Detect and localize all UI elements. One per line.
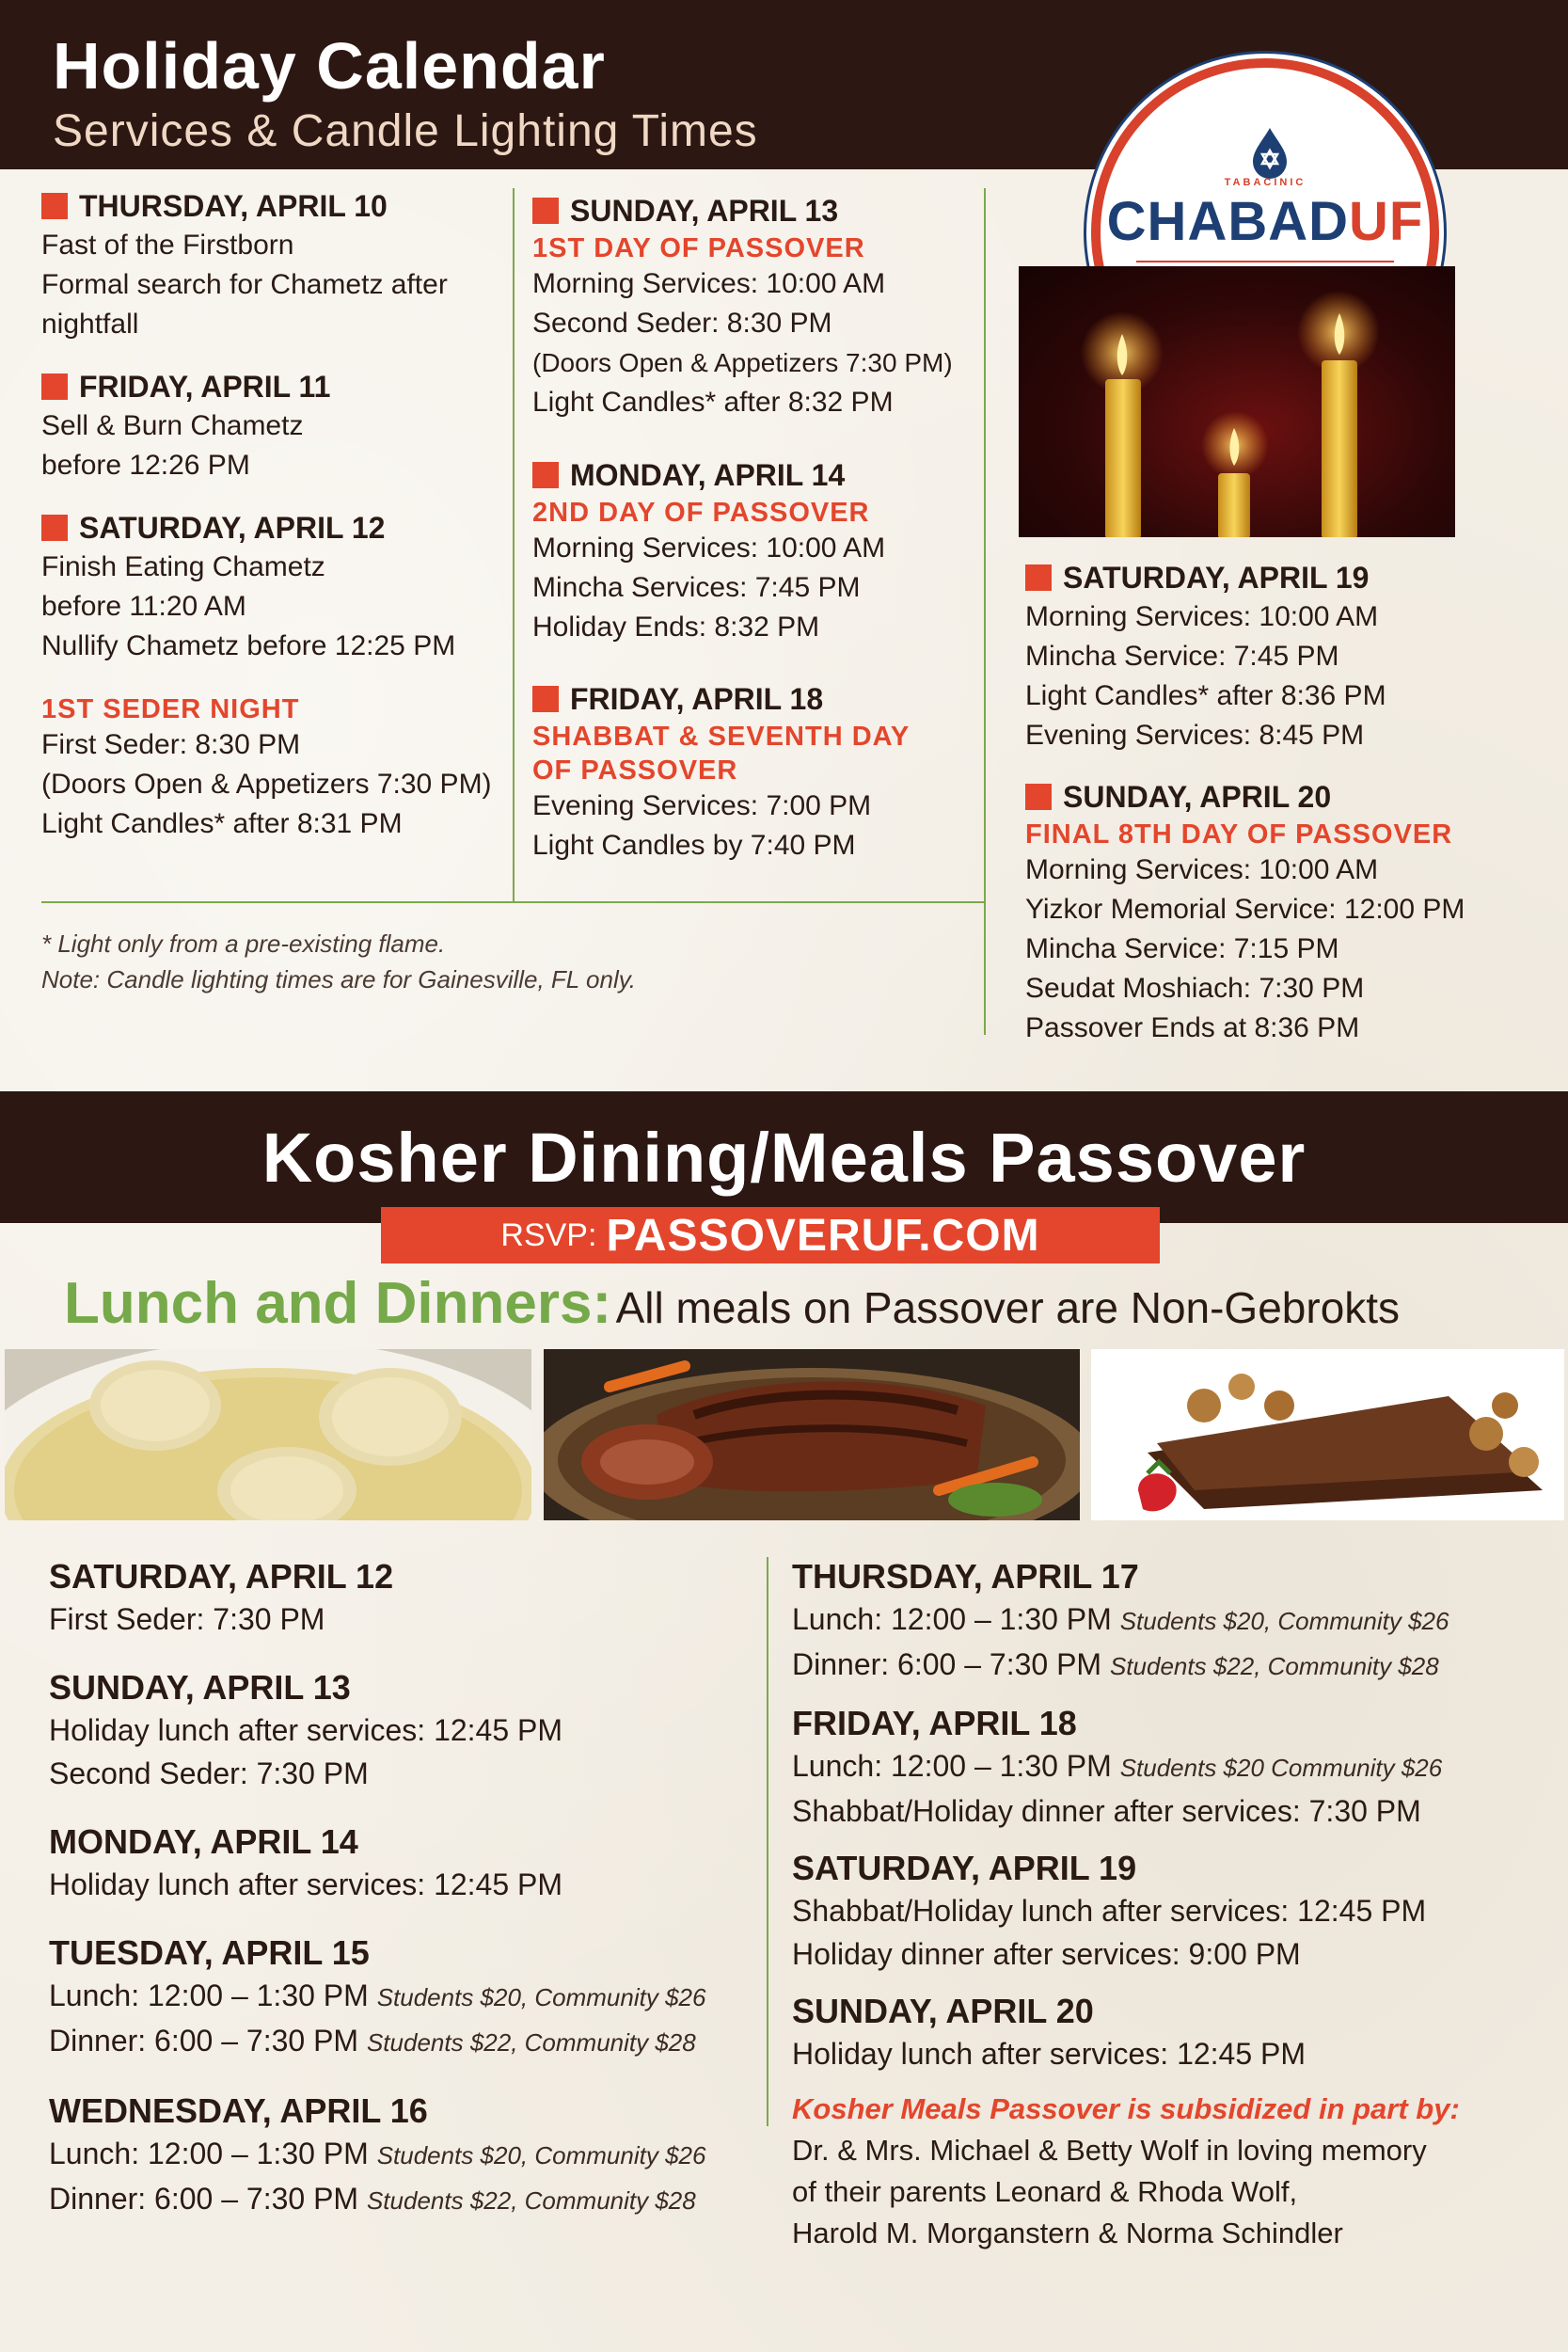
cal-line: Morning Services: 10:00 AM bbox=[1025, 601, 1379, 632]
logo-name-accent: UF bbox=[1349, 191, 1424, 252]
meal-price: Students $22, Community $28 bbox=[1109, 1652, 1439, 1680]
meal-line: Shabbat/Holiday dinner after services: 7:30 PM bbox=[792, 1794, 1421, 1828]
cal-day-heading: SUNDAY, APRIL 13 bbox=[532, 191, 953, 230]
meal-day-block bbox=[792, 1991, 1460, 2075]
cal-day-heading: FRIDAY, APRIL 11 bbox=[41, 367, 330, 406]
cal-line: Morning Services: 10:00 AM bbox=[1025, 854, 1379, 885]
meal-line: Lunch: 12:00 – 1:30 PM Students $20, Community $26 bbox=[792, 1602, 1449, 1636]
meal-line: First Seder: 7:30 PM bbox=[49, 1602, 325, 1636]
meal-day-block bbox=[49, 1667, 705, 1795]
bullet-square-icon bbox=[41, 515, 68, 541]
logo-small-text: TABACINIC bbox=[1224, 177, 1307, 188]
cal-day-heading: SATURDAY, APRIL 12 bbox=[41, 508, 455, 548]
cal-subheading: OF PASSOVER bbox=[532, 755, 738, 786]
cal-sunday-april-20 bbox=[1025, 777, 1465, 1048]
meal-price: Students $22, Community $28 bbox=[366, 2028, 696, 2057]
cal-subheading: 1ST DAY OF PASSOVER bbox=[532, 233, 865, 263]
meal-day-heading: TUESDAY, APRIL 15 bbox=[49, 1933, 370, 1972]
cal-thursday-april-10 bbox=[41, 186, 448, 344]
cal-line: Evening Services: 7:00 PM bbox=[532, 790, 872, 821]
logo-name-main: CHABAD bbox=[1106, 191, 1349, 252]
page-title: Holiday Calendar bbox=[53, 29, 606, 103]
flame-drop-icon bbox=[1249, 126, 1291, 179]
cal-line: Passover Ends at 8:36 PM bbox=[1025, 1012, 1360, 1043]
page-subtitle: Services & Candle Lighting Times bbox=[53, 106, 758, 156]
lunch-heading-note: All meals on Passover are Non-Gebrokts bbox=[615, 1283, 1401, 1332]
meal-day-heading: THURSDAY, APRIL 17 bbox=[792, 1557, 1139, 1596]
cal-line: Evening Services: 8:45 PM bbox=[1025, 720, 1365, 751]
meal-line: Lunch: 12:00 – 1:30 PM Students $20, Community $26 bbox=[49, 1979, 706, 2012]
meal-day-block bbox=[792, 1848, 1460, 1976]
meal-day-heading: SATURDAY, APRIL 19 bbox=[792, 1849, 1137, 1887]
cal-line: Sell & Burn Chametz bbox=[41, 410, 304, 441]
meal-day-heading: SUNDAY, APRIL 13 bbox=[49, 1668, 351, 1707]
cal-line: Second Seder: 8:30 PM bbox=[532, 308, 832, 339]
meal-day-heading: SUNDAY, APRIL 20 bbox=[792, 1992, 1094, 2030]
column-divider bbox=[984, 188, 986, 1035]
soup-illustration bbox=[5, 1349, 531, 1520]
meal-price: Students $20 Community $26 bbox=[1119, 1754, 1443, 1782]
cal-line: Light Candles* after 8:32 PM bbox=[532, 387, 894, 418]
meal-day-block bbox=[792, 1703, 1460, 1833]
sponsor-line: Harold M. Morganstern & Norma Schindler bbox=[792, 2217, 1343, 2249]
meals-column-divider bbox=[767, 1557, 768, 2126]
logo-rule bbox=[1136, 261, 1394, 262]
meal-line: Second Seder: 7:30 PM bbox=[49, 1756, 369, 1790]
meal-price: Students $20, Community $26 bbox=[1119, 1607, 1449, 1635]
brisket-photo bbox=[544, 1349, 1080, 1520]
cal-line: Seudat Moshiach: 7:30 PM bbox=[1025, 973, 1365, 1004]
cal-line: Yizkor Memorial Service: 12:00 PM bbox=[1025, 894, 1465, 925]
dessert-illustration bbox=[1091, 1349, 1564, 1520]
cal-line: Mincha Service: 7:45 PM bbox=[1025, 641, 1339, 672]
meal-price: Students $20, Community $26 bbox=[376, 2141, 706, 2169]
cal-line: (Doors Open & Appetizers 7:30 PM) bbox=[41, 769, 492, 800]
section-divider bbox=[41, 901, 986, 903]
cal-line: Light Candles by 7:40 PM bbox=[532, 830, 856, 861]
rsvp-link[interactable]: PASSOVERUF.COM bbox=[606, 1210, 1040, 1261]
cal-line: Morning Services: 10:00 AM bbox=[532, 268, 886, 299]
cal-sunday-april-13 bbox=[532, 191, 953, 422]
cal-line: Light Candles* after 8:36 PM bbox=[1025, 680, 1386, 711]
cal-day-heading: SUNDAY, APRIL 20 bbox=[1025, 777, 1465, 817]
meal-day-heading: WEDNESDAY, APRIL 16 bbox=[49, 2091, 428, 2130]
meal-day-heading: SATURDAY, APRIL 12 bbox=[49, 1557, 394, 1596]
column-divider bbox=[513, 188, 515, 901]
cal-line: Fast of the Firstborn bbox=[41, 230, 294, 261]
meal-line: Dinner: 6:00 – 7:30 PM Students $22, Community $28 bbox=[49, 2024, 696, 2058]
cal-line: Mincha Service: 7:15 PM bbox=[1025, 933, 1339, 964]
sponsor-block bbox=[792, 2089, 1460, 2254]
matzo-ball-soup-photo bbox=[5, 1349, 531, 1520]
cal-subheading: FINAL 8TH DAY OF PASSOVER bbox=[1025, 819, 1453, 850]
cal-line: Holiday Ends: 8:32 PM bbox=[532, 612, 820, 643]
cal-line: Light Candles* after 8:31 PM bbox=[41, 808, 403, 839]
cal-line: Mincha Services: 7:45 PM bbox=[532, 572, 861, 603]
cal-line: Nullify Chametz before 12:25 PM bbox=[41, 630, 456, 661]
dining-title: Kosher Dining/Meals Passover bbox=[261, 1119, 1307, 1197]
footnote-line: * Light only from a pre-existing flame. bbox=[41, 930, 446, 958]
meal-line: Holiday lunch after services: 12:45 PM bbox=[49, 1867, 563, 1901]
meals-left-column bbox=[49, 1556, 705, 2222]
meal-line: Holiday lunch after services: 12:45 PM bbox=[792, 2037, 1307, 2071]
bullet-square-icon bbox=[41, 373, 68, 400]
bullet-square-icon bbox=[532, 198, 559, 224]
chocolate-matzah-photo bbox=[1091, 1349, 1564, 1520]
cal-monday-april-14 bbox=[532, 455, 885, 647]
cal-subheading: 2ND DAY OF PASSOVER bbox=[532, 498, 870, 528]
bullet-square-icon bbox=[532, 462, 559, 488]
meal-line: Lunch: 12:00 – 1:30 PM Students $20 Community $26 bbox=[792, 1749, 1443, 1783]
meal-price: Students $22, Community $28 bbox=[366, 2186, 696, 2215]
meal-line: Lunch: 12:00 – 1:30 PM Students $20, Community $26 bbox=[49, 2137, 706, 2170]
cal-line: Finish Eating Chametz bbox=[41, 551, 325, 582]
candles-photo bbox=[1019, 266, 1455, 537]
bullet-square-icon bbox=[41, 193, 68, 219]
cal-line: Morning Services: 10:00 AM bbox=[532, 532, 886, 564]
rsvp-bar bbox=[381, 1207, 1160, 1263]
meal-line: Dinner: 6:00 – 7:30 PM Students $22, Community $28 bbox=[49, 2182, 696, 2216]
bullet-square-icon bbox=[1025, 564, 1052, 591]
bullet-square-icon bbox=[1025, 784, 1052, 810]
lunch-heading-label: Lunch and Dinners: bbox=[64, 1271, 612, 1336]
cal-day-heading: FRIDAY, APRIL 18 bbox=[532, 679, 910, 719]
cal-saturday-april-19 bbox=[1025, 558, 1386, 755]
meal-day-heading: MONDAY, APRIL 14 bbox=[49, 1822, 358, 1861]
cal-friday-april-11 bbox=[41, 367, 330, 485]
cal-line: (Doors Open & Appetizers 7:30 PM) bbox=[532, 348, 953, 377]
meal-day-block bbox=[49, 1821, 705, 1906]
cal-line: nightfall bbox=[41, 309, 139, 340]
sponsor-line: Dr. & Mrs. Michael & Betty Wolf in loving memory bbox=[792, 2134, 1427, 2167]
footnote-line: Note: Candle lighting times are for Gainesville, FL only. bbox=[41, 965, 637, 993]
brisket-illustration bbox=[544, 1349, 1080, 1520]
cal-day-heading: MONDAY, APRIL 14 bbox=[532, 455, 885, 495]
sponsor-line: of their parents Leonard & Rhoda Wolf, bbox=[792, 2175, 1298, 2208]
cal-subheading: 1ST SEDER NIGHT bbox=[41, 694, 300, 724]
meals-right-column bbox=[792, 1556, 1460, 2254]
meal-price: Students $20, Community $26 bbox=[376, 1983, 706, 2011]
sponsor-heading: Kosher Meals Passover is subsidized in part by: bbox=[792, 2092, 1460, 2125]
lunch-heading bbox=[64, 1270, 1400, 1337]
footnote bbox=[41, 926, 636, 997]
meal-line: Shabbat/Holiday lunch after services: 12:45 PM bbox=[792, 1894, 1427, 1928]
cal-friday-april-18 bbox=[532, 679, 910, 866]
meal-day-block bbox=[792, 1556, 1460, 1688]
cal-day-heading: SATURDAY, APRIL 19 bbox=[1025, 558, 1386, 597]
meal-line: Dinner: 6:00 – 7:30 PM Students $22, Community $28 bbox=[792, 1647, 1439, 1681]
cal-line: before 11:20 AM bbox=[41, 591, 246, 622]
cal-saturday-april-12 bbox=[41, 508, 455, 666]
meal-day-block bbox=[49, 1556, 705, 1641]
cal-line: Formal search for Chametz after bbox=[41, 269, 448, 300]
meal-line: Holiday lunch after services: 12:45 PM bbox=[49, 1713, 563, 1747]
rsvp-label: RSVP: bbox=[500, 1216, 597, 1253]
meal-day-block bbox=[49, 1932, 705, 2064]
bullet-square-icon bbox=[532, 686, 559, 712]
cal-subheading: SHABBAT & SEVENTH DAY bbox=[532, 722, 911, 752]
logo-name bbox=[1101, 190, 1430, 253]
cal-day-heading: THURSDAY, APRIL 10 bbox=[41, 186, 448, 226]
cal-line: before 12:26 PM bbox=[41, 450, 250, 481]
cal-line: First Seder: 8:30 PM bbox=[41, 729, 301, 760]
candles-illustration bbox=[1019, 266, 1455, 537]
meal-day-heading: FRIDAY, APRIL 18 bbox=[792, 1704, 1077, 1742]
meal-line: Holiday dinner after services: 9:00 PM bbox=[792, 1937, 1301, 1971]
cal-first-seder-night bbox=[41, 691, 492, 844]
meal-day-block bbox=[49, 2090, 705, 2222]
